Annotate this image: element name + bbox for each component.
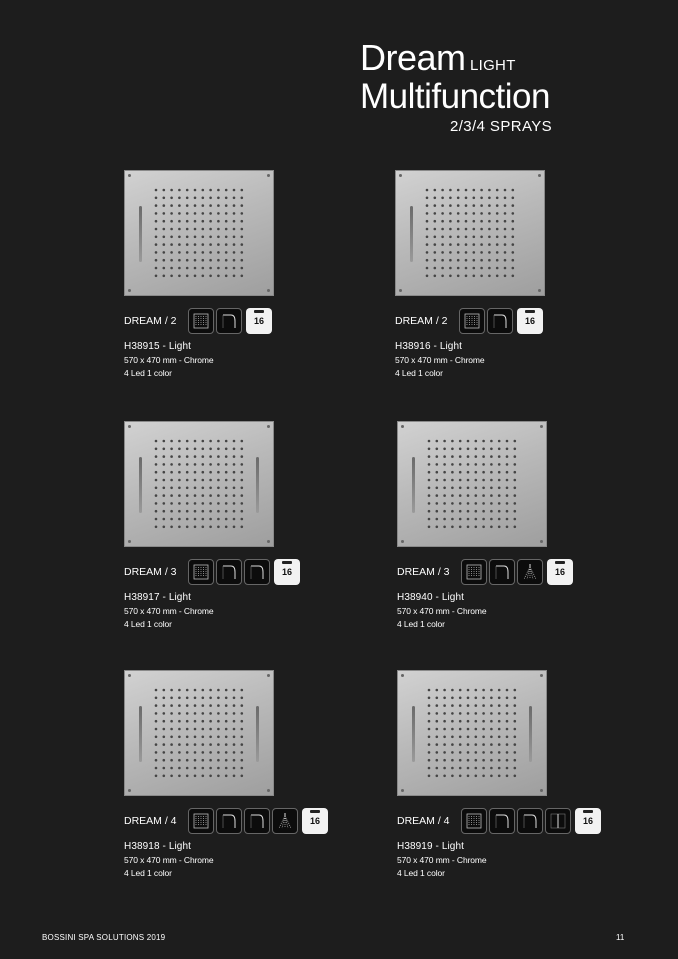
spray-functions-row [397,808,601,834]
product-code: H38915 - Light [124,341,192,352]
led-strip [529,706,532,762]
waterfall-icon [244,559,270,585]
footer-company: BOSSINI SPA SOLUTIONS 2019 [42,933,166,942]
model-label: DREAM / 2 [395,315,448,327]
screw [128,674,131,677]
screw [128,289,131,292]
mist-spray-icon [517,559,543,585]
screw [538,289,541,292]
screw [267,674,270,677]
led-count: 16 [582,816,593,826]
led-badge-icon [246,308,272,334]
title-block [360,37,570,135]
spray-functions-row [124,308,272,334]
page-number: 11 [616,933,625,942]
nozzle-grid [423,186,517,280]
led-strip [410,206,413,262]
product-code: H38919 - Light [397,841,465,852]
product-leds: 4 Led 1 color [124,868,172,878]
led-strip [139,706,142,762]
screw [267,174,270,177]
screw [128,425,131,428]
screw [538,174,541,177]
screw [399,174,402,177]
rain-spray-icon [461,808,487,834]
screw [128,174,131,177]
led-badge-icon [547,559,573,585]
led-strip [412,706,415,762]
shower-head-image [124,170,274,296]
product-card [395,170,635,395]
led-strip [256,457,259,513]
product-card [397,421,637,646]
screw [401,674,404,677]
led-badge-icon [517,308,543,334]
waterfall-icon [489,559,515,585]
shower-head-image [124,421,274,547]
title-suffix: LIGHT [469,57,516,74]
rain-spray-icon [188,308,214,334]
sprays-label: 2/3/4 SPRAYS [450,118,553,135]
nozzle-grid [425,437,519,531]
product-leds: 4 Led 1 color [397,868,445,878]
led-count: 16 [253,316,264,326]
product-card [124,421,364,646]
led-badge-icon [302,808,328,834]
led-strip [139,457,142,513]
waterfall-icon [517,808,543,834]
waterfall-icon [216,808,242,834]
waterfall-icon [487,308,513,334]
nozzle-grid [425,686,519,780]
product-size: 570 x 470 mm - Chrome [397,606,487,616]
product-code: H38918 - Light [124,841,192,852]
product-code: H38940 - Light [397,592,465,603]
page-subtitle: Multifunction [360,77,550,116]
screw [540,789,543,792]
shower-head-image [397,670,547,796]
led-badge-icon [274,559,300,585]
screw [540,540,543,543]
product-size: 570 x 470 mm - Chrome [397,855,487,865]
product-size: 570 x 470 mm - Chrome [395,355,485,365]
waterfall-icon [216,559,242,585]
product-leds: 4 Led 1 color [395,368,443,378]
screw [128,789,131,792]
rain-spray-icon [461,559,487,585]
nozzle-grid [152,437,246,531]
page-title [360,37,570,78]
screw [267,425,270,428]
waterfall-icon [216,308,242,334]
model-label: DREAM / 4 [397,815,450,827]
product-leds: 4 Led 1 color [124,368,172,378]
product-card [124,170,364,395]
shower-head-image [124,670,274,796]
spray-functions-row [397,559,573,585]
mist-spray-icon [272,808,298,834]
model-label: DREAM / 4 [124,815,177,827]
spray-functions-row [124,808,328,834]
waterfall-icon [244,808,270,834]
screw [399,289,402,292]
nozzle-grid [152,186,246,280]
led-count: 16 [524,316,535,326]
rain-spray-icon [188,808,214,834]
product-leds: 4 Led 1 color [397,619,445,629]
screw [267,540,270,543]
product-card [397,670,637,895]
model-label: DREAM / 3 [397,566,450,578]
product-size: 570 x 470 mm - Chrome [124,606,214,616]
led-count: 16 [309,816,320,826]
shower-head-image [395,170,545,296]
title-main: Dream [360,37,466,78]
product-code: H38916 - Light [395,341,463,352]
rain-spray-icon [459,308,485,334]
led-strip [139,206,142,262]
led-badge-icon [575,808,601,834]
rain-spray-icon [188,559,214,585]
spray-functions-row [124,559,300,585]
nozzle-grid [152,686,246,780]
led-strip [412,457,415,513]
screw [401,789,404,792]
screw [267,289,270,292]
screw [540,425,543,428]
screw [401,425,404,428]
product-size: 570 x 470 mm - Chrome [124,355,214,365]
led-count: 16 [554,567,565,577]
screw [267,789,270,792]
product-card [124,670,364,895]
product-code: H38917 - Light [124,592,192,603]
blade-icon [545,808,571,834]
led-count: 16 [281,567,292,577]
screw [540,674,543,677]
model-label: DREAM / 2 [124,315,177,327]
product-size: 570 x 470 mm - Chrome [124,855,214,865]
shower-head-image [397,421,547,547]
model-label: DREAM / 3 [124,566,177,578]
spray-functions-row [395,308,543,334]
screw [401,540,404,543]
product-leds: 4 Led 1 color [124,619,172,629]
led-strip [256,706,259,762]
screw [128,540,131,543]
waterfall-icon [489,808,515,834]
